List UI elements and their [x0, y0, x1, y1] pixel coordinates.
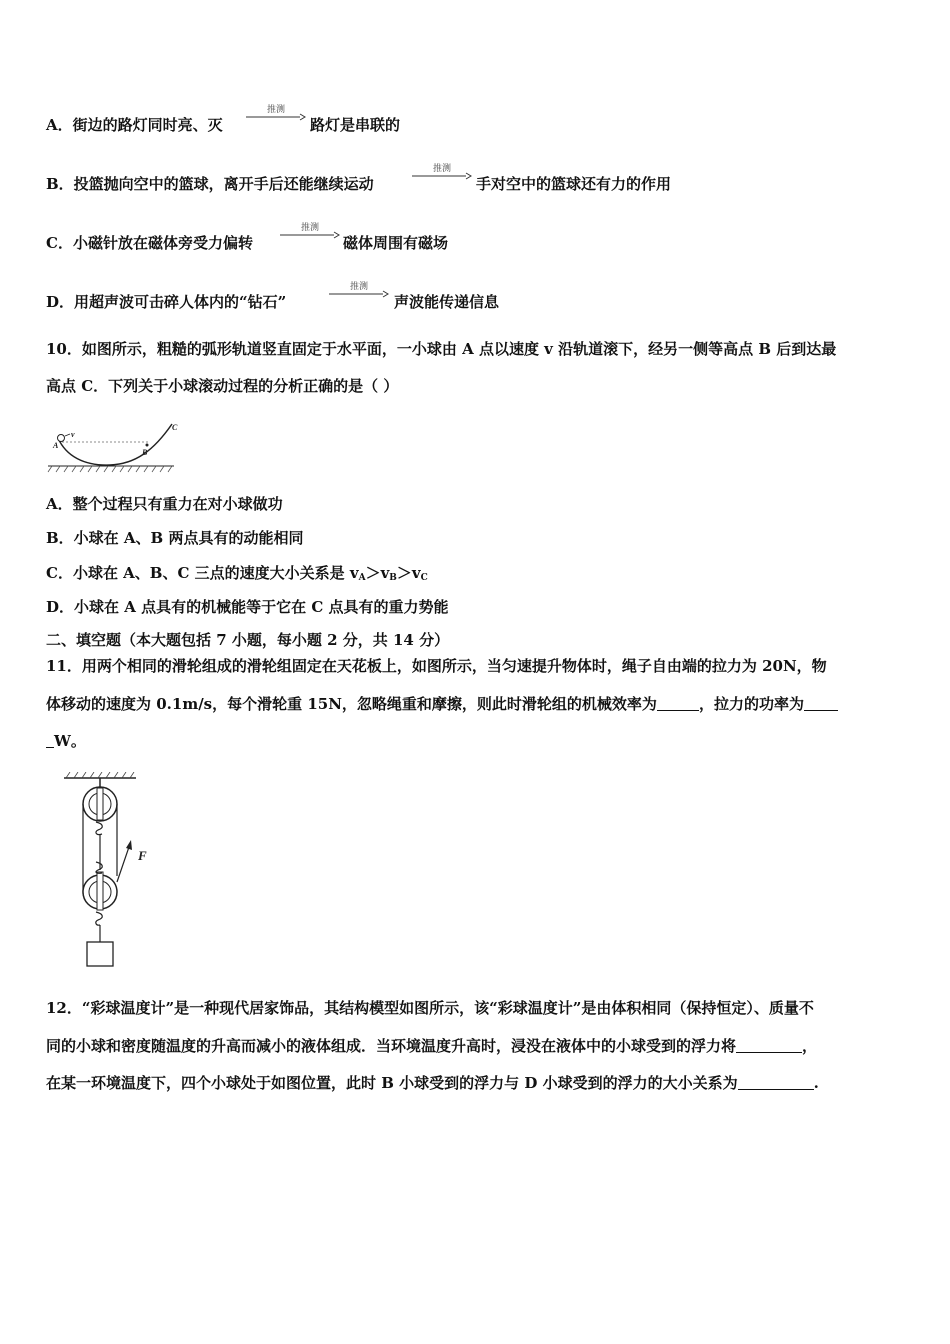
arrow-label: 推测: [300, 223, 319, 233]
q10-c-gt: ＞v: [396, 564, 421, 582]
answer-blank[interactable]: [657, 696, 699, 711]
answer-blank[interactable]: [46, 733, 54, 748]
subscript-c: C: [420, 573, 428, 583]
q10-option-c: [46, 563, 428, 588]
q9-d-conclusion: 声波能传递信息: [394, 293, 500, 311]
velocity-label: v: [71, 430, 75, 439]
q12-text: 在某一环境温度下，四个小球处于如图位置，此时 B 小球受到的浮力与 D 小球受到的浮力的大小关系为: [46, 1074, 738, 1092]
q11-line2: [46, 694, 838, 714]
q10-stem-line1: 10．如图所示，粗糙的弧形轨道竖直固定于水平面，一小球由 A 点以速度 v 沿轨道滚下，经另一侧等高点 B 后到达最: [46, 340, 837, 358]
force-label: F: [138, 848, 147, 863]
q11-unit: W。: [54, 732, 86, 750]
q11-text: ，拉力的功率为: [698, 695, 804, 713]
q9-d-premise: D．用超声波可击碎人体内的“钻石”: [46, 293, 287, 311]
inference-arrow: [246, 104, 306, 124]
point-c-label: C: [172, 423, 178, 432]
q9-c-conclusion: 磁体周围有磁场: [343, 234, 449, 252]
q12-text: .: [813, 1074, 819, 1092]
pulley-figure: [60, 772, 170, 972]
inference-arrow: [329, 281, 389, 301]
q10-option-d: D．小球在 A 点具有的机械能等于它在 C 点具有的重力势能: [46, 598, 449, 616]
inference-arrow: [412, 163, 472, 183]
arrow-label: 推测: [349, 282, 368, 292]
section-heading: 二、填空题（本大题包括 7 小题，每小题 2 分，共 14 分）: [46, 631, 450, 649]
q9-option-b: [46, 174, 374, 194]
q9-b-conclusion: 手对空中的篮球还有力的作用: [476, 175, 672, 193]
q12-line1: 12．“彩球温度计”是一种现代居家饰品，其结构模型如图所示，该“彩球温度计”是由体积相同（保持恒定）、质量不: [46, 999, 814, 1017]
q9-option-a: [46, 115, 223, 135]
inference-arrow: [280, 222, 340, 242]
point-a-label: A: [53, 441, 59, 450]
arrow-label: 推测: [432, 164, 451, 174]
q12-line2: [46, 1036, 817, 1056]
q9-option-c: [46, 233, 253, 253]
q9-a-premise: A．街边的路灯同时亮、灭: [46, 116, 223, 134]
q10-c-gt: ＞v: [365, 564, 390, 582]
q12-text: 同的小球和密度随温度的升高而减小的液体组成．当环境温度升高时，浸没在液体中的小球受到的浮力将: [46, 1037, 737, 1055]
q11-line3: [46, 731, 86, 751]
q10-stem-line2: 高点 C．下列关于小球滚动过程的分析正确的是（ ）: [46, 377, 399, 395]
subscript-a: A: [358, 573, 366, 583]
q12-text: ，: [802, 1037, 818, 1055]
arrow-label: 推测: [266, 105, 285, 115]
q11-line1: 11．用两个相同的滑轮组成的滑轮组固定在天花板上，如图所示，当匀速提升物体时，绳子自由端的拉力为 20N，物: [46, 657, 827, 675]
answer-blank[interactable]: [804, 696, 838, 711]
q10-option-a: A．整个过程只有重力在对小球做功: [46, 495, 283, 513]
answer-blank[interactable]: [736, 1038, 802, 1053]
q11-text: 体移动的速度为 0.1m/s，每个滑轮重 15N，忽略绳重和摩擦，则此时滑轮组的机械效率为: [46, 695, 657, 713]
weight-block: [87, 942, 113, 966]
q9-option-d: [46, 292, 286, 312]
subscript-b: B: [389, 573, 397, 583]
q10-option-b: B．小球在 A、B 两点具有的动能相同: [46, 529, 304, 547]
q9-b-premise: B．投篮抛向空中的篮球，离开手后还能继续运动: [46, 175, 374, 193]
q12-line3: [46, 1073, 819, 1093]
answer-blank[interactable]: [738, 1075, 814, 1090]
track-figure: [44, 418, 180, 474]
ball-icon: [58, 435, 65, 442]
q9-a-conclusion: 路灯是串联的: [310, 116, 401, 134]
q10-c-text: C．小球在 A、B、C 三点的速度大小关系是 v: [46, 564, 359, 582]
point-b-label: B: [142, 448, 148, 457]
q9-c-premise: C．小磁针放在磁体旁受力偏转: [46, 234, 253, 252]
